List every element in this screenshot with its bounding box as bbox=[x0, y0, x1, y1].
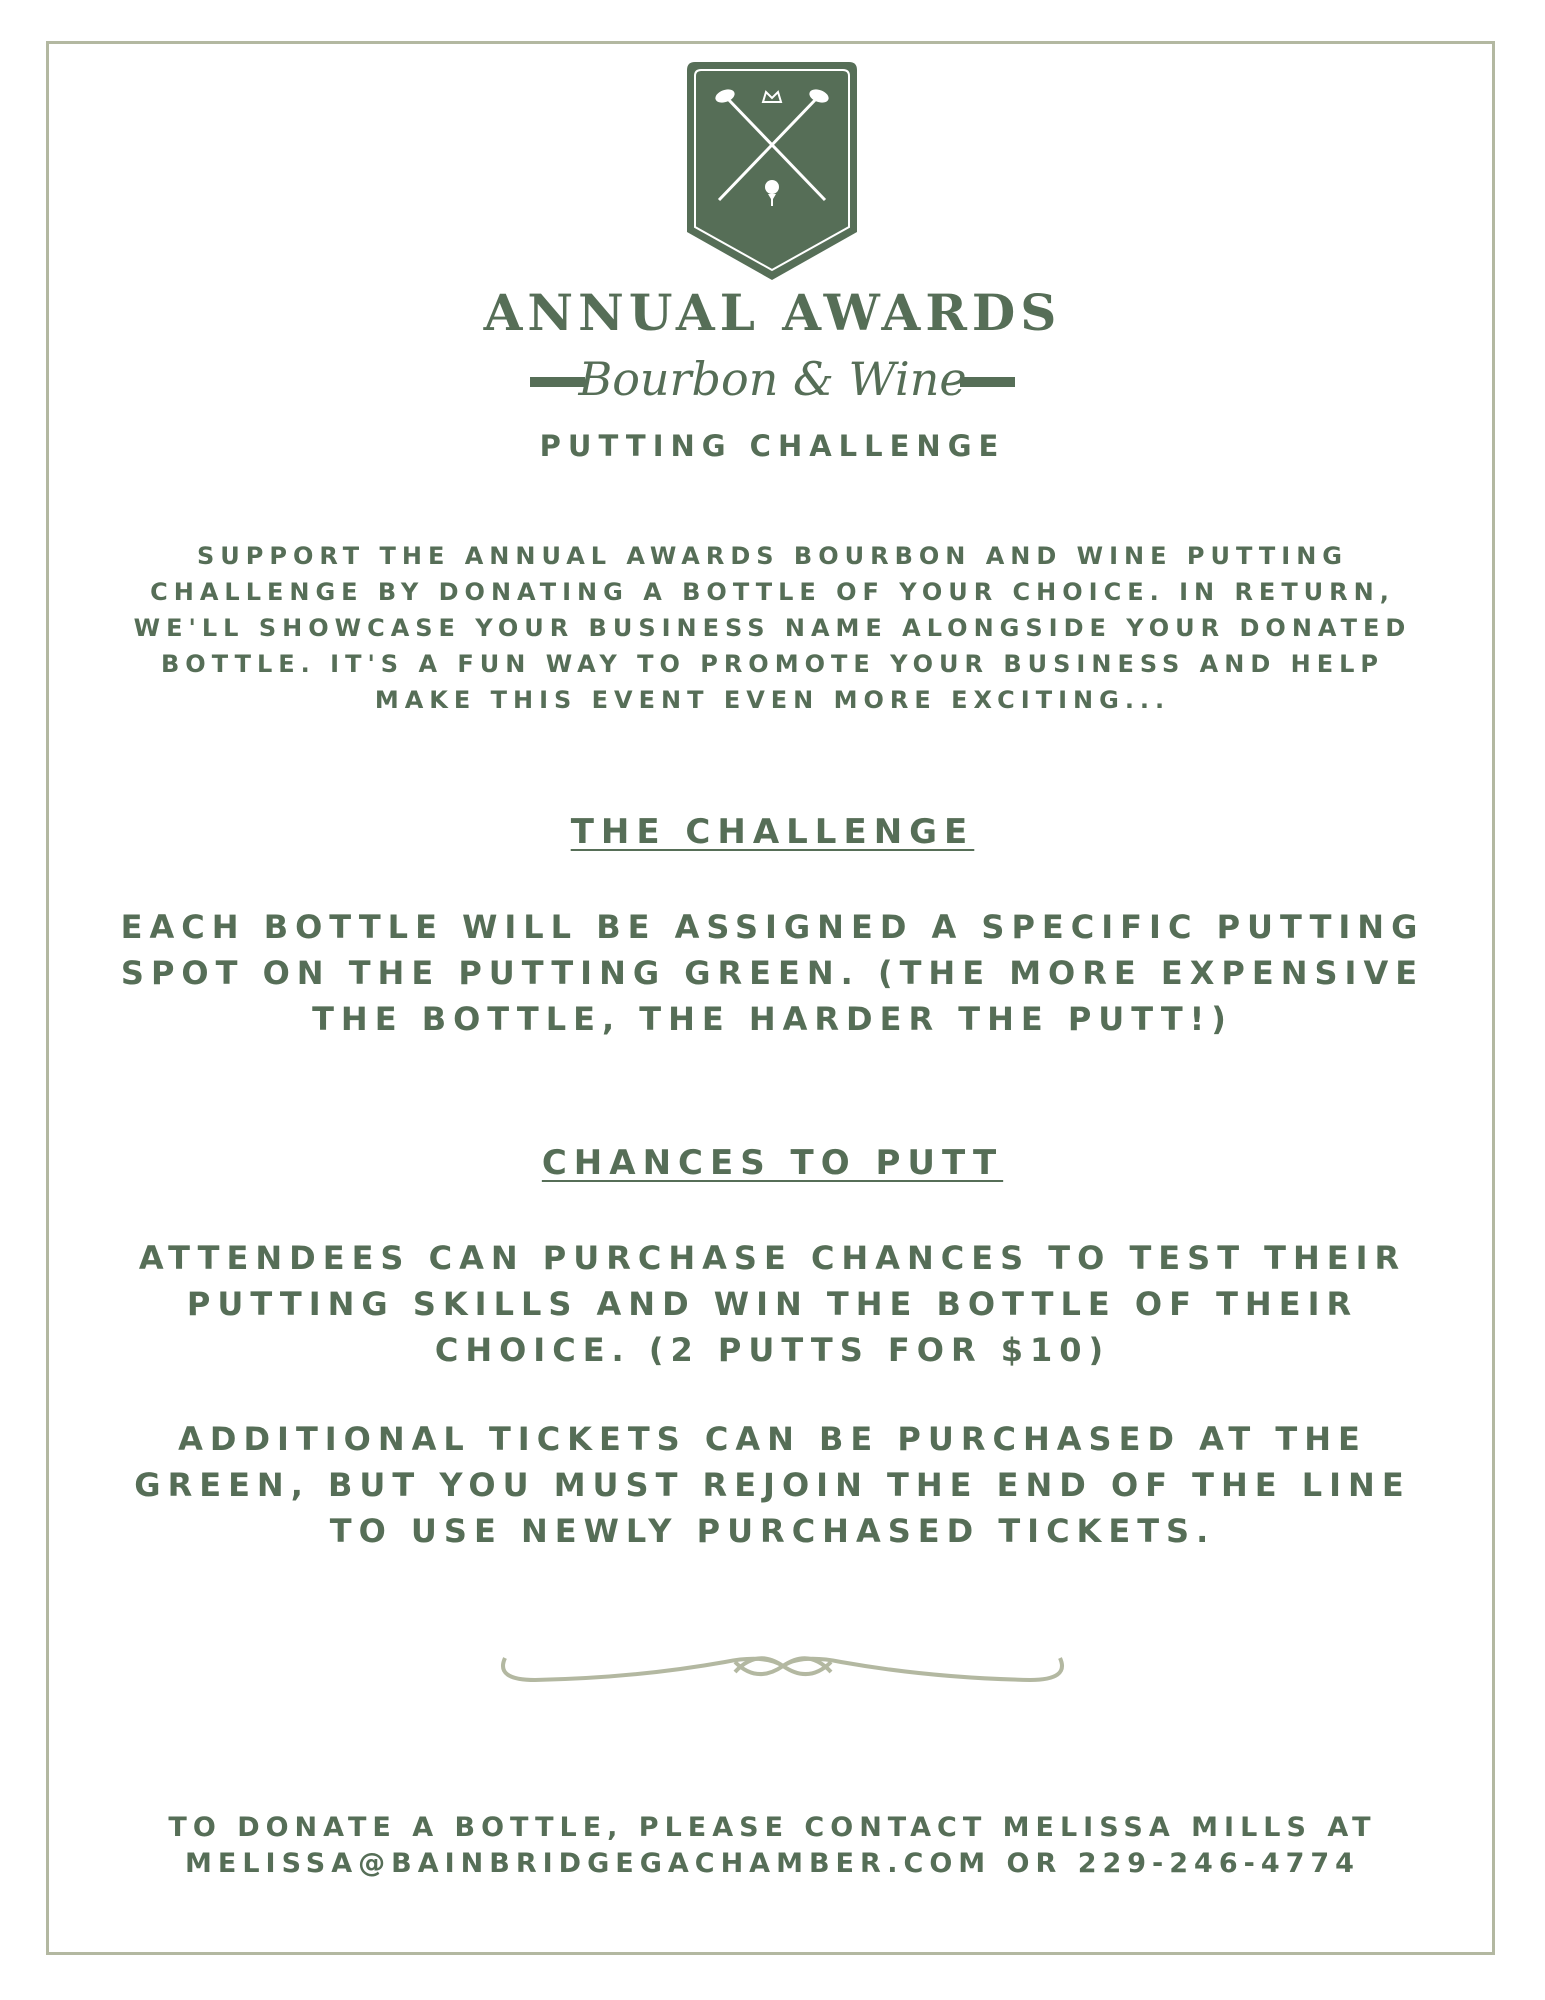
contact-line-1: TO DONATE A BOTTLE, PLEASE CONTACT MELISSA MILLS AT bbox=[168, 1812, 1377, 1843]
challenge-heading-text: THE CHALLENGE bbox=[570, 812, 975, 852]
contact-info bbox=[120, 1810, 1425, 1882]
event-subtitle: PUTTING CHALLENGE bbox=[539, 429, 1006, 463]
chances-text: ATTENDEES CAN PURCHASE CHANCES TO TEST THEIR PUTTING SKILLS AND WIN THE BOTTLE OF THEIR CHOICE. (2 PUTTS FOR $10) bbox=[138, 1239, 1407, 1369]
event-title: ANNUAL AWARDS bbox=[483, 283, 1062, 342]
contact-line-2: MELISSA@BAINBRIDGEGACHAMBER.COM OR 229-246-4774 bbox=[185, 1848, 1360, 1879]
challenge-heading bbox=[0, 812, 1545, 852]
chances-heading-text: CHANCES TO PUTT bbox=[541, 1143, 1004, 1183]
script-banner bbox=[530, 340, 1015, 430]
intro-paragraph: SUPPORT THE ANNUAL AWARDS BOURBON AND WINE PUTTING CHALLENGE BY DONATING A BOTTLE OF YOUR CHOICE. IN RETURN, WE'LL SHOWCASE YOUR BUSINESS NAME ALONGSIDE YOUR DONATED BOTTLE. IT'S A FUN WAY TO PROMOTE YOUR BUSINESS AND HELP MAKE THIS EVENT EVEN MORE EXCITING... bbox=[133, 542, 1412, 714]
challenge-text: EACH BOTTLE WILL BE ASSIGNED A SPECIFIC PUTTING SPOT ON THE PUTTING GREEN. (THE MORE EXPENSIVE THE BOTTLE, THE HARDER THE PUTT!) bbox=[120, 908, 1425, 1038]
golf-crest-icon bbox=[687, 62, 857, 280]
flourish-divider-icon bbox=[495, 1640, 1070, 1690]
script-subtitle: Bourbon & Wine bbox=[578, 352, 967, 406]
chances-heading bbox=[0, 1143, 1545, 1183]
additional-tickets-text: ADDITIONAL TICKETS CAN BE PURCHASED AT THE GREEN, BUT YOU MUST REJOIN THE END OF THE LINE TO USE NEWLY PURCHASED TICKETS. bbox=[134, 1420, 1411, 1550]
